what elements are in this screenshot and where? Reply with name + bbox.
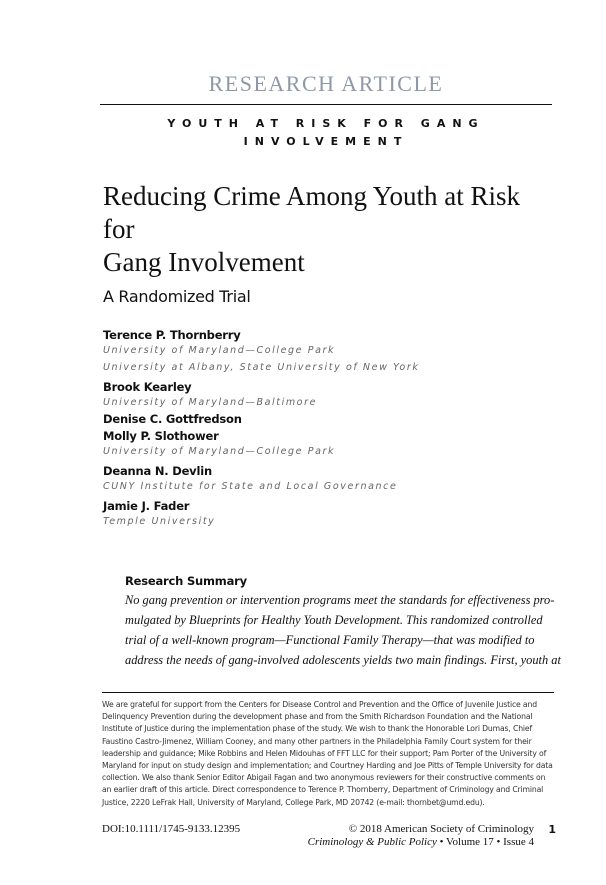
research-summary (125, 573, 561, 670)
footnote-rule (102, 692, 554, 693)
author-name: Brook Kearley (103, 380, 192, 394)
journal-citation (248, 836, 534, 849)
author-block (103, 498, 543, 529)
running-kicker (100, 115, 552, 151)
kicker-line-1: YOUTH AT RISK FOR GANG (167, 117, 485, 130)
author-affiliation: University of Maryland—College Park (103, 345, 336, 356)
summary-line: trial of a well-known program—Functional Family Therapy—that was modified to (125, 633, 535, 647)
article-subtitle: A Randomized Trial (103, 287, 251, 306)
doi-text: DOI:10.1111/1745-9133.12395 (102, 822, 241, 835)
journal-name: Criminology & Public Policy (307, 835, 437, 848)
author-name: Deanna N. Devlin (103, 464, 212, 478)
page-footer (102, 823, 556, 849)
summary-body (125, 590, 561, 670)
summary-heading: Research Summary (125, 574, 247, 588)
author-affiliation: University at Albany, State University of New York (103, 362, 420, 373)
author-affiliation: University of Maryland—College Park (103, 446, 336, 457)
author-name: Jamie J. Fader (103, 499, 190, 513)
author-block (103, 327, 543, 375)
title-line-2: Gang Involvement (103, 247, 305, 277)
kicker-line-2: INVOLVEMENT (243, 135, 409, 148)
author-affiliation: CUNY Institute for State and Local Governance (103, 481, 398, 492)
author-name: Denise C. Gottfredson (103, 412, 242, 426)
copyright-block (248, 823, 534, 849)
summary-line: address the needs of gang-involved adolescents yields two main findings. First, youth at (125, 653, 561, 667)
author-name: Terence P. Thornberry (103, 328, 241, 342)
section-label: RESEARCH ARTICLE (208, 71, 444, 96)
article-title (103, 180, 543, 279)
author-block (103, 411, 543, 427)
author-block (103, 463, 543, 494)
author-block (103, 379, 543, 410)
page-number: 1 (548, 822, 556, 836)
summary-line: No gang prevention or intervention programs meet the standards for effectiveness pro- (125, 593, 555, 607)
author-block (103, 428, 543, 459)
author-list (103, 327, 543, 529)
author-affiliation: University of Maryland—Baltimore (103, 397, 318, 408)
copyright-text: © 2018 American Society of Criminology (348, 822, 534, 835)
title-line-1: Reducing Crime Among Youth at Risk for (103, 181, 521, 244)
volume-issue: • Volume 17 • Issue 4 (436, 835, 534, 848)
summary-line: mulgated by Blueprints for Healthy Youth Development. This randomized controlled (125, 613, 543, 627)
author-name: Molly P. Slothower (103, 429, 219, 443)
header-rule (100, 104, 552, 105)
author-affiliation: Temple University (103, 516, 216, 527)
acknowledgment-footnote: We are grateful for support from the Centers for Disease Control and Prevention and the Office of Juvenile Justice and Delinquency Prevention during the development phase and from the Smith Richardson Foundation and the National Institute of Justice during the implementation phase of the study. We wish to thank the Honorable Lori Dumas, Chief Faustino Castro-Jimenez, William Cooney, and many other partners in the Philadelphia Family Court system for their leadership and guidance; Mike Robbins and Helen Midouhas of FFT LLC for their support; Pam Porter of the University of Maryland for input on study design and implementation; and Courtney Harding and Joe Pitts of Temple University for data collection. We also thank Senior Editor Abigail Fagan and two anonymous reviewers for their constructive comments on an earlier draft of this article. Direct correspondence to Terence P. Thornberry, Department of Criminology and Criminal Justice, 2220 LeFrak Hall, University of Maryland, College Park, MD 20742 (e-mail: thornbet@umd.edu). (102, 700, 553, 807)
